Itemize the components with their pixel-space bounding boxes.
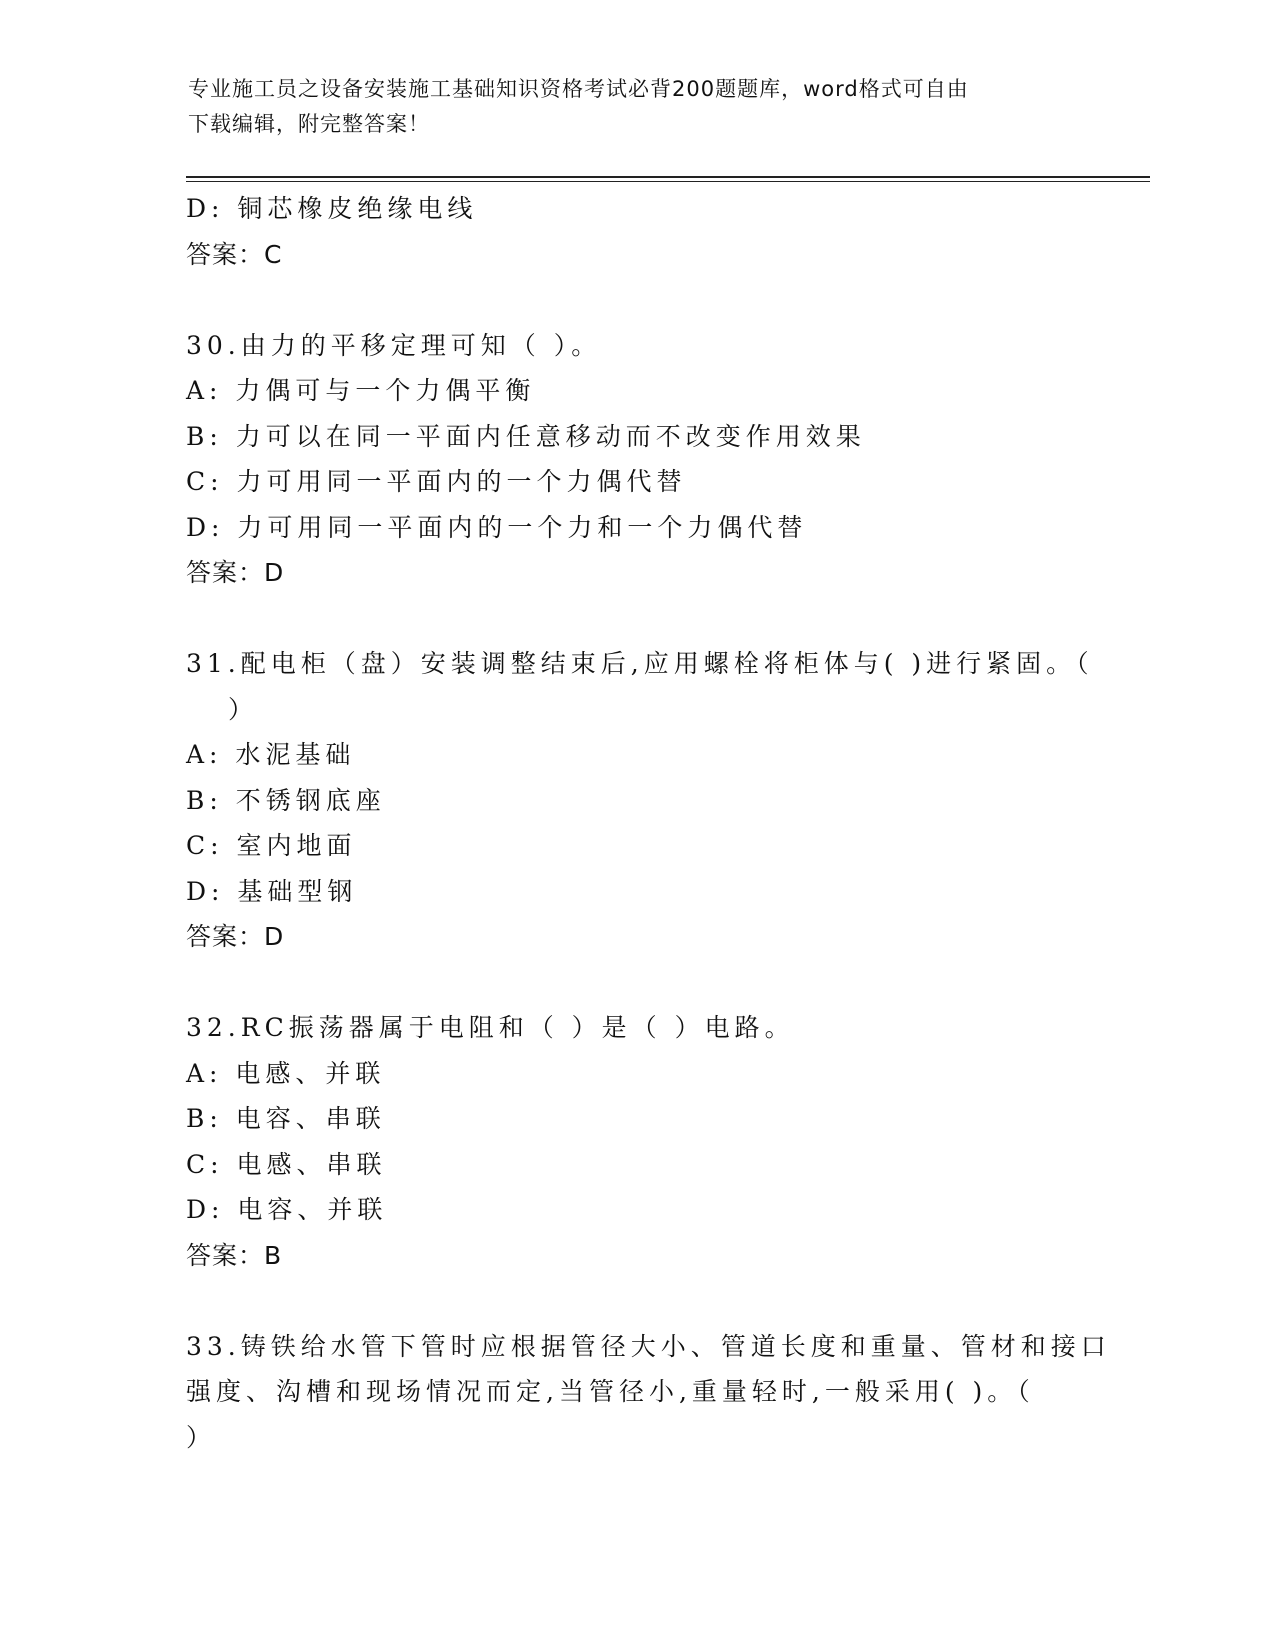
- option-c: C: 力可用同一平面内的一个力偶代替: [186, 467, 687, 496]
- question-title-continued: ）: [228, 694, 259, 724]
- option-c: C: 室内地面: [186, 831, 357, 860]
- question-title: 33.铸铁给水管下管时应根据管径大小、管道长度和重量、管材和接口: [186, 1331, 1111, 1361]
- header-divider-thick: [186, 176, 1150, 178]
- answer-line: 答案：C: [186, 239, 283, 269]
- answer-line: 答案：D: [186, 558, 285, 587]
- header-line-1: 专业施工员之设备安装施工基础知识资格考试必背200题题库，word格式可自由: [188, 77, 969, 101]
- question-title: 30.由力的平移定理可知（ ）。: [186, 330, 602, 360]
- header-divider-thin: [186, 181, 1150, 182]
- option-d: D: 基础型钢: [186, 876, 358, 906]
- answer-line: 答案：B: [186, 1240, 283, 1270]
- option-b: B: 力可以在同一平面内任意移动而不改变作用效果: [186, 421, 866, 451]
- option-d: D: 电容、并联: [186, 1195, 388, 1224]
- option-b: B: 不锈钢底座: [186, 785, 386, 815]
- option-a: A: 水泥基础: [186, 740, 356, 769]
- header-line-2: 下载编辑，附完整答案！: [188, 112, 430, 136]
- option-b: B: 电容、串联: [186, 1104, 386, 1133]
- question-title: 31.配电柜（盘）安装调整结束后,应用螺栓将柜体与( )进行紧固。（: [186, 649, 1094, 678]
- option-c: C: 电感、串联: [186, 1149, 387, 1179]
- answer-line: 答案：D: [186, 922, 285, 951]
- question-block-29: [186, 186, 1086, 277]
- option-a: A: 电感、并联: [186, 1058, 386, 1088]
- question-title-continued: 强度、沟槽和现场情况而定,当管径小,重量轻时,一般采用( )。（: [186, 1377, 1035, 1406]
- question-block-32: [186, 1005, 1086, 1278]
- document-header: [188, 72, 1068, 142]
- option-a: A: 力偶可与一个力偶平衡: [186, 376, 536, 405]
- question-title-continued: ）: [186, 1422, 217, 1452]
- question-block-30: [186, 323, 1086, 596]
- question-block-33: [186, 1324, 1111, 1461]
- option-d: D: 铜芯橡皮绝缘电线: [186, 194, 478, 223]
- option-d: D: 力可用同一平面内的一个力和一个力偶代替: [186, 512, 808, 542]
- question-block-31: [186, 641, 1094, 960]
- document-body: [186, 186, 1111, 1460]
- question-title: 32.RC振荡器属于电阻和（ ）是（ ）电路。: [186, 1013, 795, 1042]
